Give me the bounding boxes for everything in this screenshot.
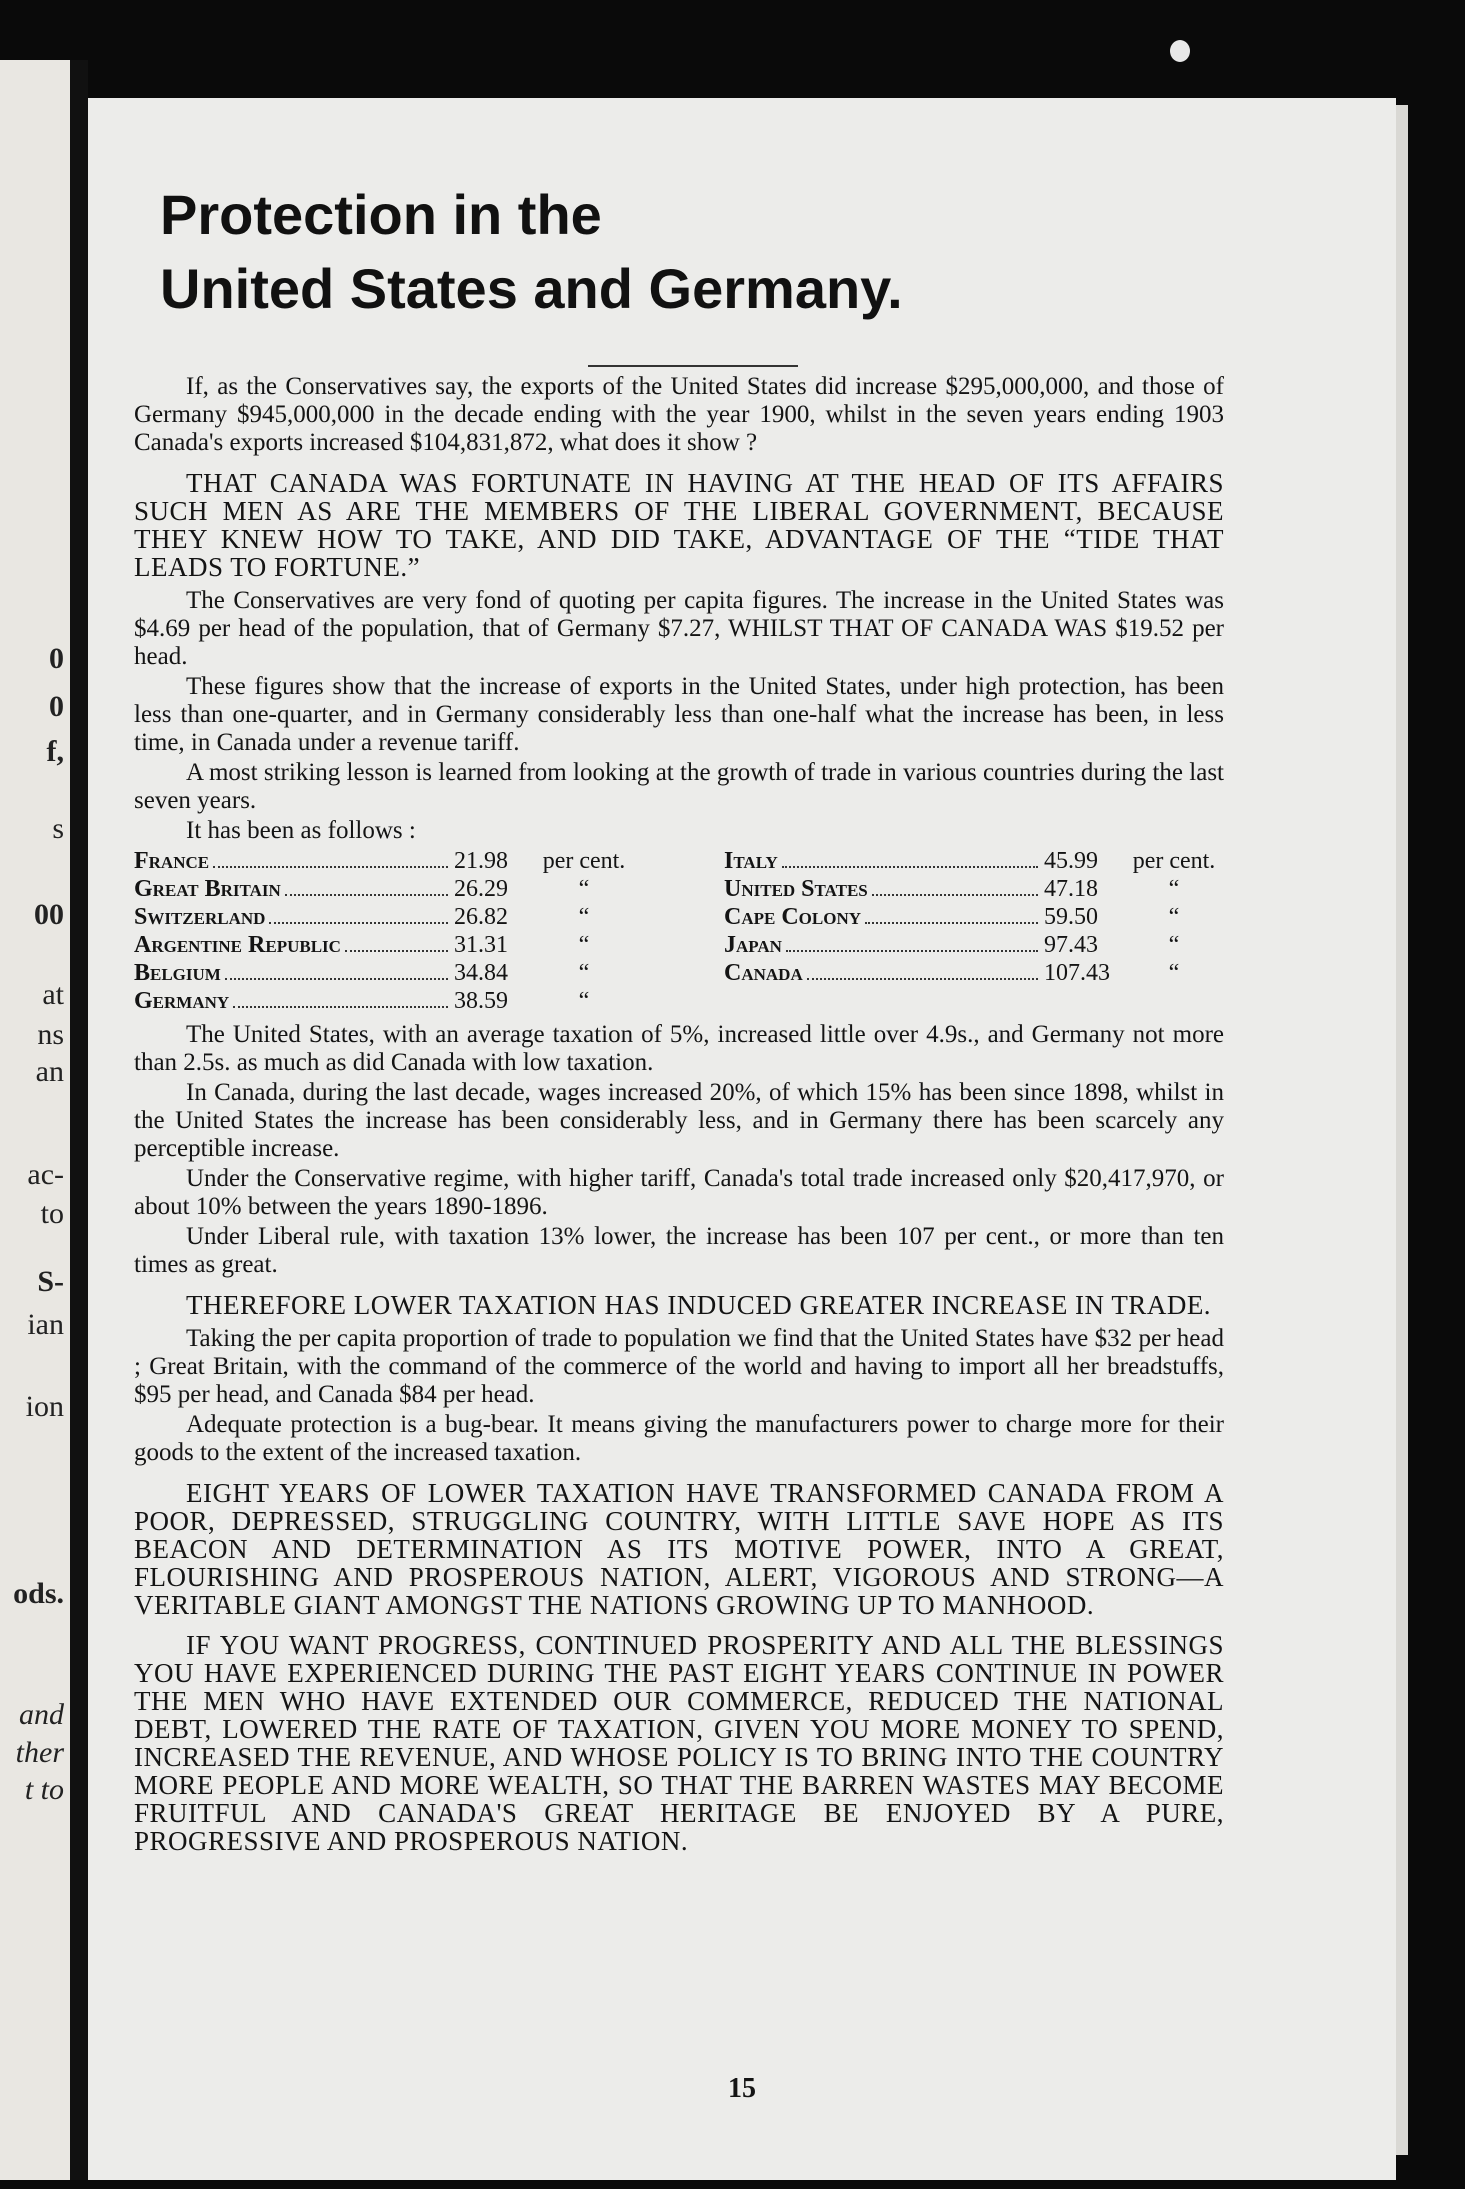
growth-unit: “ bbox=[578, 904, 590, 930]
paragraph: The United States, with an average taxation of 5%, increased little over 4.9s., and Germany not more than 2.5s. as much as did Canada with low taxation. bbox=[134, 1021, 1224, 1076]
growth-value: 38.59 bbox=[454, 988, 508, 1014]
growth-unit: “ bbox=[1168, 932, 1180, 958]
paragraph: It has been as follows : bbox=[186, 817, 416, 844]
country-name: Switzerland bbox=[134, 904, 266, 930]
scan-speck bbox=[1170, 40, 1190, 62]
growth-value: 47.18 bbox=[1044, 876, 1098, 902]
growth-value: 31.31 bbox=[454, 932, 508, 958]
facing-page-fragment: s bbox=[52, 812, 64, 845]
facing-page-fragment: ns bbox=[37, 1018, 64, 1051]
caps-statement: THEREFORE LOWER TAXATION HAS INDUCED GREATER INCREASE IN TRADE. bbox=[186, 1290, 1212, 1320]
table-column-right bbox=[724, 847, 1224, 1015]
facing-page-fragment: S- bbox=[37, 1265, 64, 1298]
page-number: 15 bbox=[728, 2073, 756, 2104]
caps-statement: THAT CANADA WAS FORTUNATE IN HAVING AT THE HEAD OF ITS AFFAIRS SUCH MEN AS ARE THE MEMBERS OF THE LIBERAL GOVERNMENT, BECAUSE THEY KNEW HOW TO TAKE, AND DID TAKE, ADVANTAGE OF THE “TIDE THAT LEADS TO FORTUNE.” bbox=[134, 468, 1224, 582]
table-row bbox=[134, 959, 634, 987]
growth-unit: “ bbox=[578, 876, 590, 902]
facing-page-fragment: 0 bbox=[49, 690, 64, 723]
country-name: Argentine Republic bbox=[134, 932, 341, 958]
caps-statement: IF YOU WANT PROGRESS, CONTINUED PROSPERITY AND ALL THE BLESSINGS YOU HAVE EXPERIENCED DURING THE PAST EIGHT YEARS CONTINUE IN POWER THE MEN WHO HAVE EXTENDED OUR COMMERCE, REDUCED THE NATIONAL DEBT, LOWERED THE RATE OF TAXATION, GIVEN YOU MORE MONEY TO SPEND, INCREASED THE REVENUE, AND WHOSE POLICY IS TO BRING INTO THE COUNTRY MORE PEOPLE AND MORE WEALTH, SO THAT THE BARREN WASTES MAY BECOME FRUITFUL AND CANADA'S GREAT HERITAGE BE ENJOYED BY A PURE, PROGRESSIVE AND PROSPEROUS NATION. bbox=[134, 1630, 1224, 1856]
table-column-left bbox=[134, 847, 634, 1015]
table-row bbox=[724, 903, 1224, 931]
facing-page-fragment: at bbox=[42, 978, 64, 1011]
growth-unit: “ bbox=[578, 960, 590, 986]
growth-value: 26.29 bbox=[454, 876, 508, 902]
paragraph: Taking the per capita proportion of trade to population we find that the United States have $32 per head ; Great Britain, with the command of the commerce of the world and having to import all her breadstuffs, $95 per head, and Canada $84 per head. bbox=[134, 1325, 1224, 1408]
page-title bbox=[160, 178, 903, 326]
facing-page-fragment: 00 bbox=[34, 898, 64, 931]
growth-value: 97.43 bbox=[1044, 932, 1098, 958]
growth-unit: “ bbox=[578, 988, 590, 1014]
growth-value: 45.99 bbox=[1044, 848, 1098, 874]
facing-page-fragment: ian bbox=[27, 1308, 64, 1341]
page-edge bbox=[1396, 105, 1408, 2155]
country-name: Germany bbox=[134, 988, 230, 1014]
caps-statement: EIGHT YEARS OF LOWER TAXATION HAVE TRANSFORMED CANADA FROM A POOR, DEPRESSED, STRUGGLING COUNTRY, WITH LITTLE SAVE HOPE AS ITS BEACON AND DETERMINATION AS ITS MOTIVE POWER, INTO A GREAT, FLOURISHING AND PROSPEROUS NATION, ALERT, VIGOROUS AND STRONG—A VERITABLE GIANT AMONGST THE NATIONS GROWING UP TO MANHOOD. bbox=[134, 1478, 1224, 1620]
table-row bbox=[134, 987, 634, 1015]
growth-value: 21.98 bbox=[454, 848, 508, 874]
facing-page-fragment: an bbox=[35, 1055, 64, 1088]
title-divider bbox=[588, 365, 798, 367]
growth-unit: per cent. bbox=[542, 848, 626, 874]
paragraph: In Canada, during the last decade, wages increased 20%, of which 15% has been since 1898, whilst in the United States the increase has been considerably less, and in Germany there has been scarcely any perceptible increase. bbox=[134, 1079, 1224, 1162]
table-row bbox=[134, 847, 634, 875]
article-body bbox=[134, 373, 1224, 1861]
growth-unit: “ bbox=[1168, 960, 1180, 986]
growth-value: 107.43 bbox=[1044, 960, 1110, 986]
table-row bbox=[724, 931, 1224, 959]
growth-value: 59.50 bbox=[1044, 904, 1098, 930]
growth-unit: “ bbox=[1168, 904, 1180, 930]
growth-unit: “ bbox=[1168, 876, 1180, 902]
country-name: Belgium bbox=[134, 960, 221, 986]
country-name: Cape Colony bbox=[724, 904, 862, 930]
facing-page-fragment: and bbox=[19, 1698, 64, 1731]
paragraph: Adequate protection is a bug-bear. It means giving the manufacturers power to charge more for their goods to the extent of the increased taxation. bbox=[134, 1411, 1224, 1466]
country-name: United States bbox=[724, 876, 868, 902]
facing-page-fragment: ther bbox=[15, 1736, 64, 1769]
facing-page-fragment: ion bbox=[25, 1390, 64, 1423]
country-name: France bbox=[134, 848, 210, 874]
country-name: Canada bbox=[724, 960, 803, 986]
title-line-1: Protection in the bbox=[160, 183, 602, 246]
table-row bbox=[724, 875, 1224, 903]
facing-page-strip bbox=[0, 60, 70, 2180]
table-row bbox=[724, 959, 1224, 987]
country-name: Japan bbox=[724, 932, 782, 958]
table-row bbox=[134, 931, 634, 959]
paragraph: These figures show that the increase of exports in the United States, under high protection, has been less than one-quarter, and in Germany considerably less than one-half what the increase has been, in less time, in Canada under a revenue tariff. bbox=[134, 673, 1224, 756]
table-row bbox=[134, 903, 634, 931]
growth-unit: per cent. bbox=[1132, 848, 1216, 874]
facing-page-fragment: ac- bbox=[27, 1158, 64, 1191]
book-gutter bbox=[70, 60, 88, 2180]
facing-page-fragment: 0 bbox=[49, 642, 64, 675]
paragraph: Under the Conservative regime, with higher tariff, Canada's total trade increased only $20,417,970, or about 10% between the years 1890-1896. bbox=[134, 1165, 1224, 1220]
trade-growth-table bbox=[134, 847, 1224, 1015]
facing-page-fragment: ods. bbox=[13, 1577, 64, 1610]
table-row bbox=[134, 875, 634, 903]
country-name: Italy bbox=[724, 848, 778, 874]
title-line-2: United States and Germany. bbox=[160, 257, 903, 320]
paragraph: The Conservatives are very fond of quoting per capita figures. The increase in the United States was $4.69 per head of the population, that of Germany $7.27, WHILST THAT OF CANADA WAS $19.52 per head. bbox=[134, 587, 1224, 670]
country-name: Great Britain bbox=[134, 876, 281, 902]
book-page bbox=[88, 98, 1396, 2180]
facing-page-fragment: f, bbox=[46, 735, 64, 768]
paragraph: If, as the Conservatives say, the exports of the United States did increase $295,000,000, and those of Germany $945,000,000 in the decade ending with the year 1900, whilst in the seven years ending 1903 Canada's exports increased $104,831,872, what does it show ? bbox=[134, 373, 1224, 456]
growth-unit: “ bbox=[578, 932, 590, 958]
growth-value: 26.82 bbox=[454, 904, 508, 930]
facing-page-fragment: to bbox=[40, 1197, 64, 1230]
facing-page-fragment: t to bbox=[24, 1773, 64, 1806]
table-row bbox=[724, 847, 1224, 875]
growth-value: 34.84 bbox=[454, 960, 508, 986]
paragraph: A most striking lesson is learned from looking at the growth of trade in various countries during the last seven years. bbox=[134, 759, 1224, 814]
paragraph: Under Liberal rule, with taxation 13% lower, the increase has been 107 per cent., or more than ten times as great. bbox=[134, 1223, 1224, 1278]
